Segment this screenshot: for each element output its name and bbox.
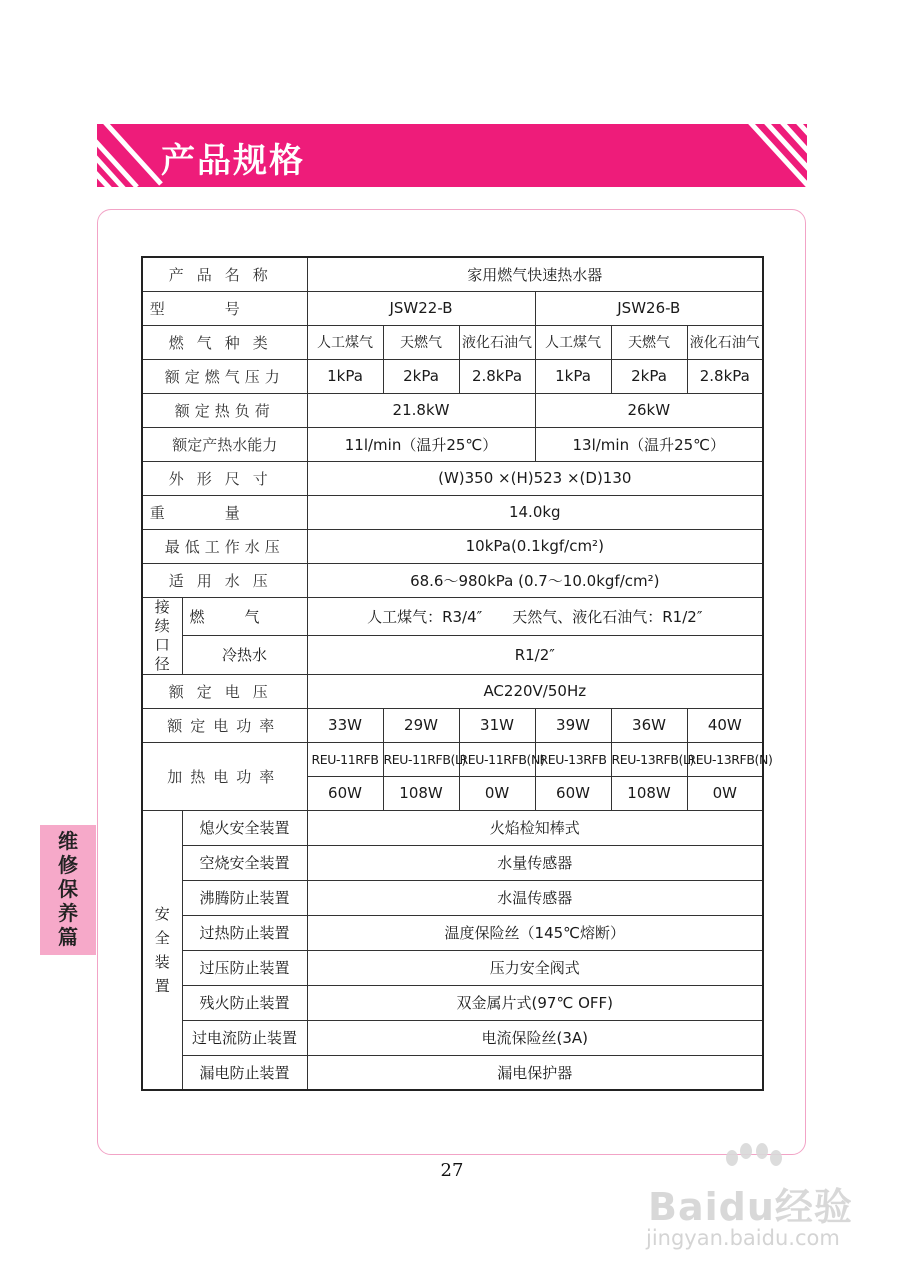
power-label: 额定电功率 [142,708,307,742]
row-gas-connection [142,597,763,636]
row-power [142,708,763,742]
heating-model-cell: REU-13RFB [535,742,611,776]
safety-row [142,1055,763,1090]
hot-water-label: 额定产热水能力 [142,427,307,461]
safety-method: 火焰检知棒式 [307,810,763,845]
safety-row [142,845,763,880]
safety-method: 双金属片式(97℃ OFF) [307,985,763,1020]
side-tab-label: 维修保养篇 [58,829,78,949]
row-water-connection [142,636,763,675]
safety-device: 过压防止装置 [182,950,307,985]
safety-device: 过热防止装置 [182,915,307,950]
safety-device: 空烧安全装置 [182,845,307,880]
power-cell: 39W [535,708,611,742]
safety-device: 漏电防止装置 [182,1055,307,1090]
row-min-pressure [142,529,763,563]
power-cell: 33W [307,708,383,742]
gas-type-cell: 液化石油气 [687,325,763,359]
power-cell: 36W [611,708,687,742]
heat-load-value: 21.8kW [307,393,535,427]
gas-pressure-cell: 2kPa [611,359,687,393]
gas-type-cell: 人工煤气 [535,325,611,359]
row-voltage [142,674,763,708]
safety-label: 安全装置 [142,810,182,1090]
spec-table [141,256,773,1091]
connection-label: 接续口径 [142,597,182,674]
gas-pressure-cell: 1kPa [307,359,383,393]
safety-row [142,985,763,1020]
safety-device: 过电流防止装置 [182,1020,307,1055]
page-number: 27 [440,1160,464,1181]
product-name-label: 产品名称 [142,257,307,291]
row-hot-water [142,427,763,461]
stripe-decoration-left [97,124,167,187]
row-gas-type [142,325,763,359]
section-header-band [97,124,807,187]
safety-method: 电流保险丝(3A) [307,1020,763,1055]
gas-pressure-cell: 2.8kPa [459,359,535,393]
row-product-name [142,257,763,291]
heating-power-cell: 108W [383,776,459,810]
safety-method: 水温传感器 [307,880,763,915]
heating-model-cell: REU-11RFB [307,742,383,776]
watermark-logo: Baidu经验 [648,1185,853,1229]
safety-method: 温度保险丝（145℃熔断） [307,915,763,950]
safety-device: 熄火安全装置 [182,810,307,845]
row-gas-pressure [142,359,763,393]
heat-load-label: 额定热负荷 [142,393,307,427]
gas-type-cell: 天燃气 [611,325,687,359]
dimension-value: (W)350 ×(H)523 ×(D)130 [307,461,763,495]
watermark-url: jingyan.baidu.com [646,1226,840,1250]
gas-type-cell: 液化石油气 [459,325,535,359]
gas-pressure-cell: 1kPa [535,359,611,393]
safety-device: 沸腾防止装置 [182,880,307,915]
gas-pressure-cell: 2kPa [383,359,459,393]
row-model [142,291,763,325]
model-value: JSW22-B [307,291,535,325]
model-label: 型号 [142,291,307,325]
power-cell: 40W [687,708,763,742]
min-pressure-value: 10kPa(0.1kgf/cm²) [307,529,763,563]
safety-device: 残火防止装置 [182,985,307,1020]
hot-water-value: 11l/min（温升25℃） [307,427,535,461]
row-pressure-range [142,563,763,597]
heating-power-cell: 0W [459,776,535,810]
safety-row [142,915,763,950]
weight-value: 14.0kg [307,495,763,529]
heating-model-cell: REU-13RFB(L) [611,742,687,776]
min-pressure-label: 最低工作水压 [142,529,307,563]
gas-pressure-label: 额定燃气压力 [142,359,307,393]
safety-row [142,1020,763,1055]
row-dimension [142,461,763,495]
product-name-value: 家用燃气快速热水器 [307,257,763,291]
hot-water-value: 13l/min（温升25℃） [535,427,763,461]
heating-model-cell: REU-11RFB(N) [459,742,535,776]
gas-connection-label: 燃气 [182,597,307,636]
voltage-value: AC220V/50Hz [307,674,763,708]
row-heat-load [142,393,763,427]
power-cell: 31W [459,708,535,742]
gas-type-label: 燃气种类 [142,325,307,359]
page-title: 产品规格 [161,141,305,181]
safety-method: 压力安全阀式 [307,950,763,985]
model-value: JSW26-B [535,291,763,325]
row-heating-models [142,742,763,776]
safety-row [142,810,763,845]
heating-power-cell: 60W [307,776,383,810]
gas-type-cell: 人工煤气 [307,325,383,359]
safety-method: 水量传感器 [307,845,763,880]
gas-connection-value: 人工煤气：R3/4″ 天然气、液化石油气：R1/2″ [307,597,763,636]
heating-power-cell: 0W [687,776,763,810]
safety-row [142,880,763,915]
weight-label: 重量 [142,495,307,529]
water-connection-label: 冷热水 [182,636,307,675]
row-weight [142,495,763,529]
gas-pressure-cell: 2.8kPa [687,359,763,393]
pressure-range-value: 68.6～980kPa (0.7～10.0kgf/cm²) [307,563,763,597]
heat-load-value: 26kW [535,393,763,427]
baidu-watermark [640,1140,890,1270]
safety-row [142,950,763,985]
heating-model-cell: REU-11RFB(L) [383,742,459,776]
section-side-tab [40,825,96,955]
voltage-label: 额定电压 [142,674,307,708]
heating-power-label: 加热电功率 [142,742,307,810]
pressure-range-label: 适用水压 [142,563,307,597]
heating-model-cell: REU-13RFB(N) [687,742,763,776]
dimension-label: 外形尺寸 [142,461,307,495]
heating-power-cell: 108W [611,776,687,810]
power-cell: 29W [383,708,459,742]
water-connection-value: R1/2″ [307,636,763,675]
safety-method: 漏电保护器 [307,1055,763,1090]
heating-power-cell: 60W [535,776,611,810]
stripe-decoration-right [737,124,807,187]
gas-type-cell: 天燃气 [383,325,459,359]
